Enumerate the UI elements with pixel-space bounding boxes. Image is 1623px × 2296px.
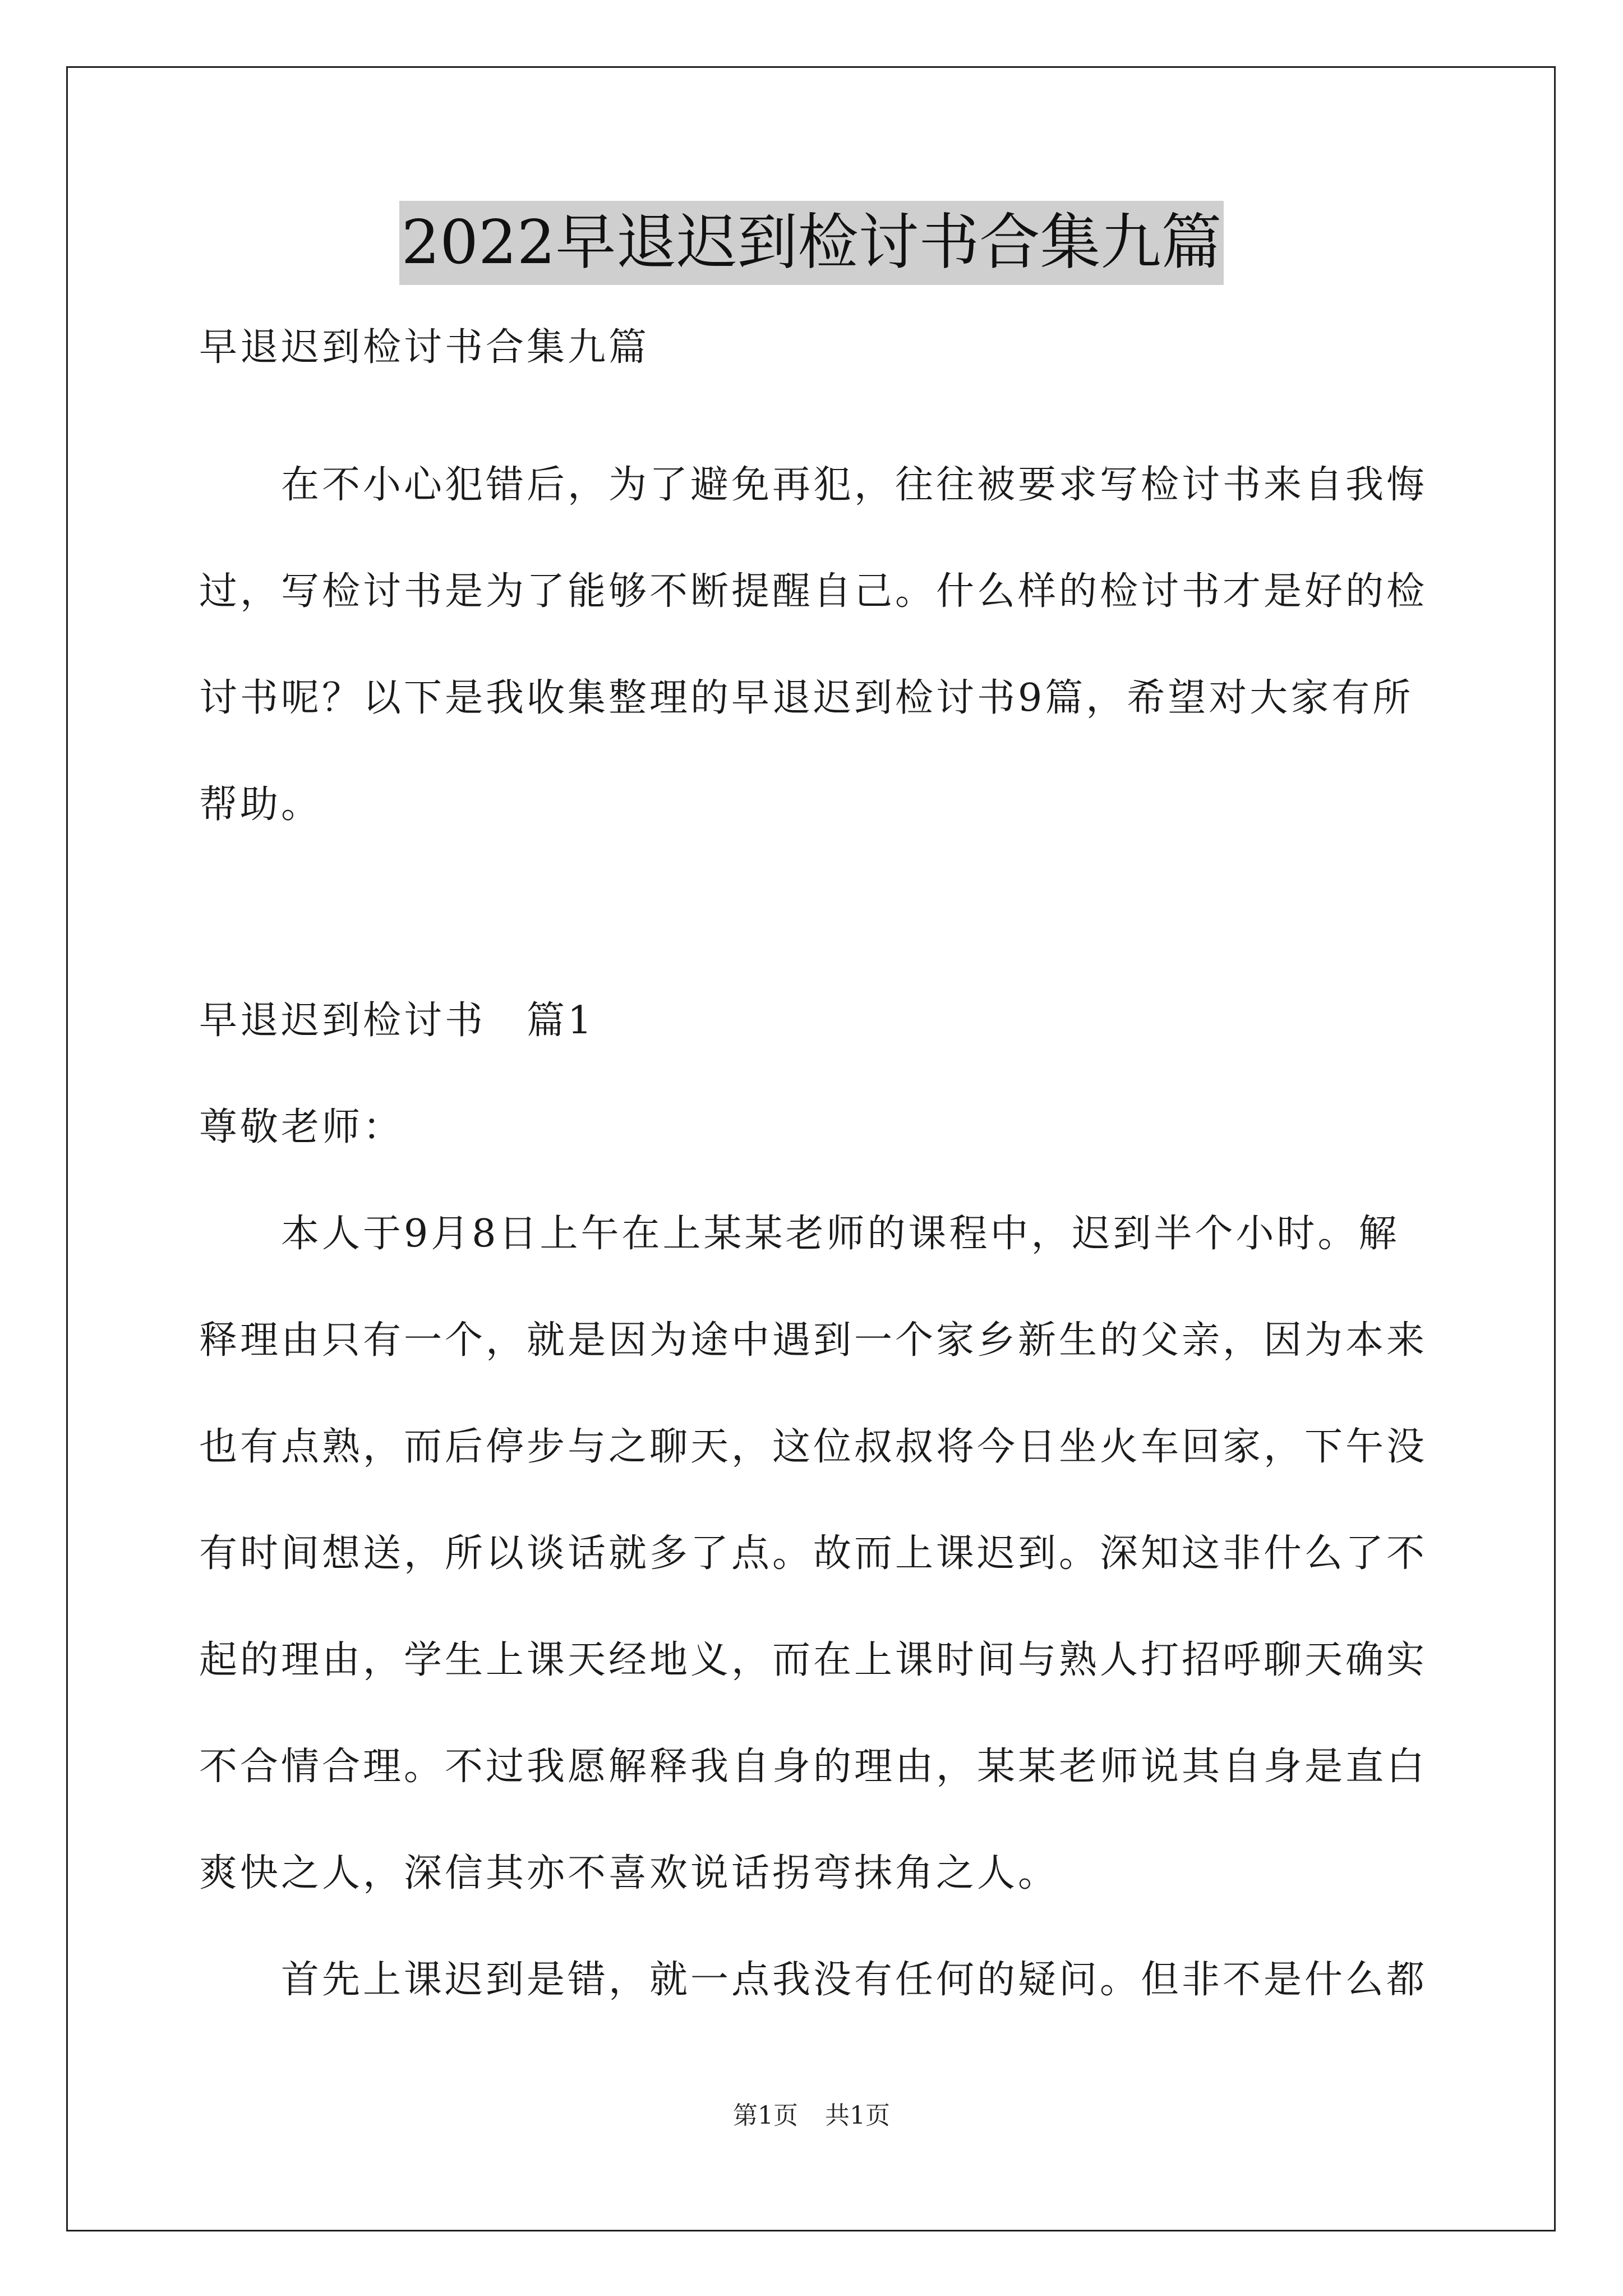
- body-line: 帮助。: [199, 783, 322, 827]
- subtitle-line: 早退迟到检讨书合集九篇: [199, 325, 650, 370]
- body-line: 释理由只有一个，就是因为途中遇到一个家乡新生的父亲，因为本来: [199, 1318, 1428, 1363]
- document-title: 2022早退迟到检讨书合集九篇: [399, 201, 1224, 285]
- title-container: [0, 201, 1623, 285]
- body-line: 起的理由，学生上课天经地义，而在上课时间与熟人打招呼聊天确实: [199, 1638, 1428, 1682]
- body-line: 过，写检讨书是为了能够不断提醒自己。什么样的检讨书才是好的检: [199, 569, 1428, 614]
- body-line: 本人于9月8日上午在上某某老师的课程中，迟到半个小时。解: [199, 1212, 1400, 1256]
- section-heading: 早退迟到检讨书 篇1: [199, 999, 595, 1043]
- page-total: 共1页: [825, 2101, 890, 2130]
- salutation-line: 尊敬老师：: [199, 1105, 404, 1149]
- body-line: 在不小心犯错后，为了避免再犯，往往被要求写检讨书来自我悔: [199, 463, 1428, 507]
- body-line: 爽快之人，深信其亦不喜欢说话拐弯抹角之人。: [199, 1851, 1059, 1895]
- body-line: 也有点熟，而后停步与之聊天，这位叔叔将今日坐火车回家，下午没: [199, 1425, 1428, 1469]
- page-footer: [0, 2095, 1623, 2131]
- body-line: 讨书呢？以下是我收集整理的早退迟到检讨书9篇，希望对大家有所: [199, 676, 1414, 720]
- body-line: 有时间想送，所以谈话就多了点。故而上课迟到。深知这非什么了不: [199, 1531, 1428, 1576]
- page-number: 第1页: [733, 2101, 798, 2130]
- body-line: 不合情合理。不过我愿解释我自身的理由，某某老师说其自身是直白: [199, 1745, 1428, 1789]
- body-line: 首先上课迟到是错，就一点我没有任何的疑问。但非不是什么都: [199, 1958, 1428, 2002]
